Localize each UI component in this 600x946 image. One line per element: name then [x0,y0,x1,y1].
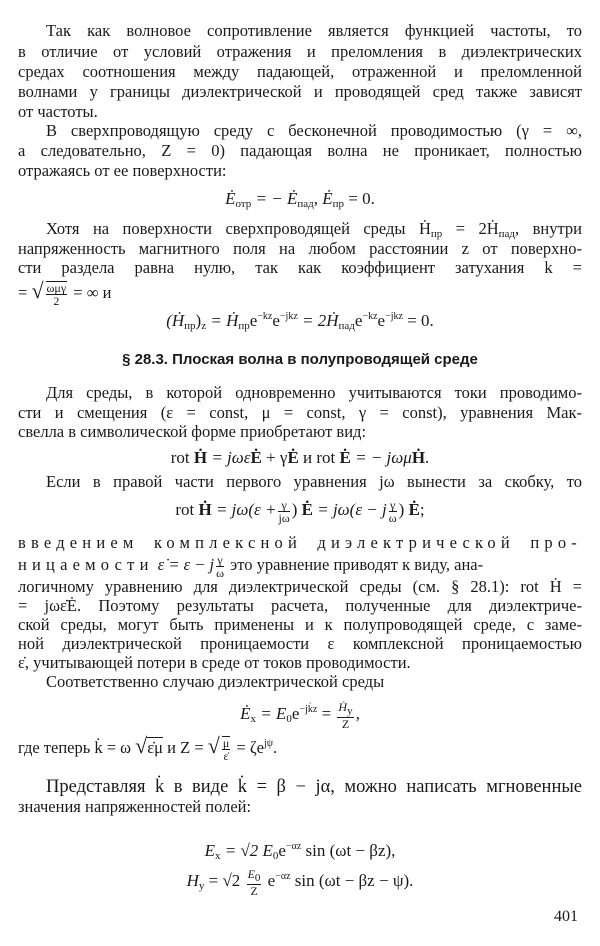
text-line: отражаясь от ее поверхности: [18,161,227,180]
text-line: свелла в символической форме приобретают вид: [18,422,367,441]
equation-ex-instant: $E_x = √2$ $E_0e^{-\alpha z}$ sin (ωt − βz), [204,841,396,862]
text-line: = √ $\frac{\text{ωμγ}}{2}$ = ∞ и [18,278,112,309]
text-line: от частоты. [18,102,98,121]
text-line: Соответственно случаю диэлектрической среды [46,672,385,691]
equation-hy-instant: $H_y = √2$ $\frac{E_0}{Z}$ $e^{-\alpha z}$ sin (ωt − βz − ψ). [186,866,414,898]
text-line: Хотя на поверхности сверхпроводящей среды Ḣ$_{пр}$ = 2Ḣ$_{пад}$, внутри [46,219,582,240]
text-line: сти раздела равна нулю, так как коэффициент затухания k = [18,258,582,277]
text-line: ницаемости ε̇ = ε − j $\frac{\gamma}{\omega}$ это уравнение приводят к виду, ана- [18,552,484,580]
text-line: = jωε̇Ė. Поэтому результаты расчета, полученные для диэлектриче- [18,596,582,615]
text-line: средах соотношения между падающей, отраженной и преломленной [18,62,582,81]
equation-field-inside: $(Ḣ_{пр})_z$ = $Ḣ_{пр}e^{-kz}e^{-jkz}$ = $2Ḣ_{пад}e^{-kz}e^{-jkz} = 0$. [166,311,434,332]
page-number: 401 [554,908,578,925]
text-line: Представляя k̇ в виде k̇ = β − jα, можно написать мгновенные [46,777,582,797]
equation-maxwell: rot Ḣ = jωεĖ + γĖ и rot Ė = − jωμḢ. [170,448,430,467]
text-line: Так как волновое сопротивление является функцией частоты, то [46,21,582,40]
text-line: ной диэлектрической проницаемости ε комплексной проницаемостью [18,634,582,653]
text-line: где теперь k̇ = ω √ε̇μ и Z = √ $\frac{\mu}{\varepsiloṅ}$ = $\zeta e^{j\psi}$. [18,733,278,764]
text-line: логичному уравнению для диэлектрической среды (см. § 28.1): rot Ḣ = [18,577,582,596]
text-line: ской среды, могут быть применены и к полупроводящей среде, с заме- [18,615,582,634]
equation-reflection: $Ė_{отр}$ = − $Ė_{пад}$, $Ė_{пр} = 0$. [225,189,375,210]
text-line: напряженность магнитного поля на любом расстоянии z от поверхно- [18,239,582,258]
section-heading: § 28.3. Плоская волна в полупроводящей среде [122,351,478,368]
text-line: сти и смещения (ε = const, μ = const, γ = const), уравнения Мак- [18,403,582,422]
text-line: в отличие от условий отражения и преломления в диэлектрических [18,42,582,61]
text-line: ε̇, учитывающей потери в среде от токов проводимости. [18,653,411,672]
text-line: а следовательно, Z = 0) падающая волна не проникает, полностью [18,141,582,160]
text-line: введением комплексной диэлектрической про- [18,533,582,552]
equation-ex-complex: $Ė_x = E_0e^{-jk̇z}$ = $\frac{Ḣ_y}{Z}$ , [240,699,360,731]
text-line: значения напряженностей полей: [18,797,252,816]
text-line: Для среды, в которой одновременно учитываются токи проводимо- [46,383,582,402]
equation-rot-h: rot Ḣ = jω(ε + $\frac{\gamma}{j\omega}$ ) Ė = jω(ε − j $\frac{\gamma}{\omega}$ ) Ė; [175,497,425,525]
text-line: В сверхпроводящую среду с бесконечной проводимостью (γ = ∞, [46,121,582,140]
text-line: волнами у границы диэлектрической и проводящей сред также зависят [18,82,582,101]
text-line: Если в правой части первого уравнения jω вынести за скобку, то [46,472,582,491]
